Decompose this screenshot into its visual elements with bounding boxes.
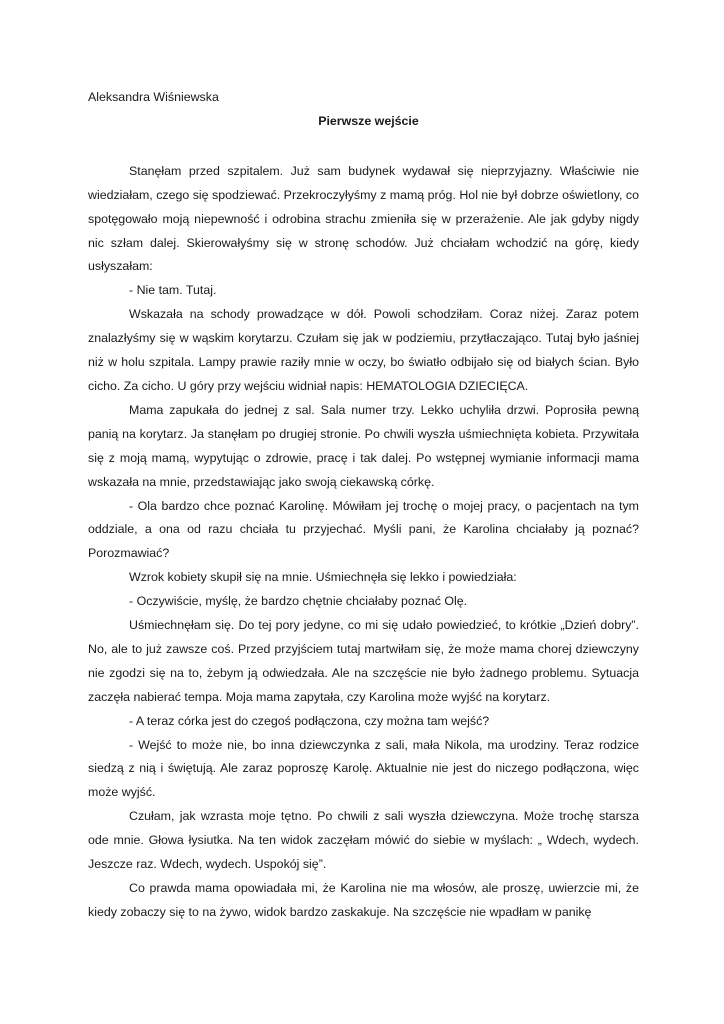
paragraph-1: Stanęłam przed szpitalem. Już sam budynek wydawał się nieprzyjazny. Właściwie nie wiedziałam, czego się spodziewać. Przekroczyłyśmy z mamą próg. Hol nie był dobrze oświetlony, co spotęgowało moją niepewność i odrobina strachu zmieniła się w przerażenie. Ale jak gdyby nigdy nic szłam dalej. Skierowałyśmy się w stronę schodów. Już chciałam wchodzić na górę, kiedy usłyszałam: <box>88 163 639 274</box>
paragraph-10: - Wejść to może nie, bo inna dziewczynka z sali, mała Nikola, ma urodziny. Teraz rodzice siedzą z nią i świętują. Ale zaraz poproszę Karolę. Aktualnie nie jest do niczego podłączona, więc może wyjść. <box>88 737 639 800</box>
paragraph-2: - Nie tam. Tutaj. <box>129 283 217 298</box>
paragraph-5: - Ola bardzo chce poznać Karolinę. Mówiłam jej trochę o mojej pracy, o pacjentach na tym oddziale, a ona od razu chciała tu przyjechać. Myśli pani, że Karolina chciałaby ją poznać? Porozmawiać? <box>88 498 639 561</box>
document-title: Pierwsze wejście <box>318 113 419 128</box>
paragraph-9: - A teraz córka jest do czegoś podłączona, czy można tam wejść? <box>129 713 490 728</box>
document-page <box>88 86 639 925</box>
paragraph-12: Co prawda mama opowiadała mi, że Karolina nie ma włosów, ale proszę, uwierzcie mi, że kiedy zobaczy się to na żywo, widok bardzo zaskakuje. Na szczęście nie wpadłam w panikę <box>88 881 639 919</box>
paragraph-7: - Oczywiście, myślę, że bardzo chętnie chciałaby poznać Olę. <box>129 594 468 609</box>
paragraph-3: Wskazała na schody prowadzące w dół. Powoli schodziłam. Coraz niżej. Zaraz potem znalazłyśmy się w wąskim korytarzu. Czułam się jak w podziemiu, przytłaczająco. Tutaj było jaśniej niż w holu szpitala. Lampy prawie raziły mnie w oczy, bo światło odbijało się od białych ścian. Było cicho. Za cicho. U góry przy wejściu widniał napis: HEMATOLOGIA DZIECIĘCA. <box>88 307 639 393</box>
paragraph-8: Uśmiechnęłam się. Do tej pory jedyne, co mi się udało powiedzieć, to krótkie „Dzień dobry”. No, ale to już zawsze coś. Przed przyjściem tutaj martwiłam się, że może mama chorej dziewczyny nie zgodzi się na to, żebym ją odwiedzała. Ale na szczęście nie było żadnego problemu. Sytuacja zaczęła nabierać tempa. Moja mama zapytała, czy Karolina może wyjść na korytarz. <box>88 618 639 704</box>
title-spacer <box>88 134 639 160</box>
paragraph-6: Wzrok kobiety skupił się na mnie. Uśmiechnęła się lekko i powiedziała: <box>129 570 517 585</box>
author-name: Aleksandra Wiśniewska <box>88 90 219 104</box>
paragraph-11: Czułam, jak wzrasta moje tętno. Po chwili z sali wyszła dziewczyna. Może trochę starsza ode mnie. Głowa łysiutka. Na ten widok zaczęłam mówić do siebie w myślach: „ Wdech, wydech. Jeszcze raz. Wdech, wydech. Uspokój się”. <box>88 809 639 872</box>
paragraph-4: Mama zapukała do jednej z sal. Sala numer trzy. Lekko uchyliła drzwi. Poprosiła pewną panią na korytarz. Ja stanęłam po drugiej stronie. Po chwili wyszła uśmiechnięta kobieta. Przywitała się z moją mamą, wypytując o zdrowie, pracę i tak dalej. Po wstępnej wymianie informacji mama wskazała na mnie, przedstawiając jako swoją ciekawską córkę. <box>88 402 639 489</box>
